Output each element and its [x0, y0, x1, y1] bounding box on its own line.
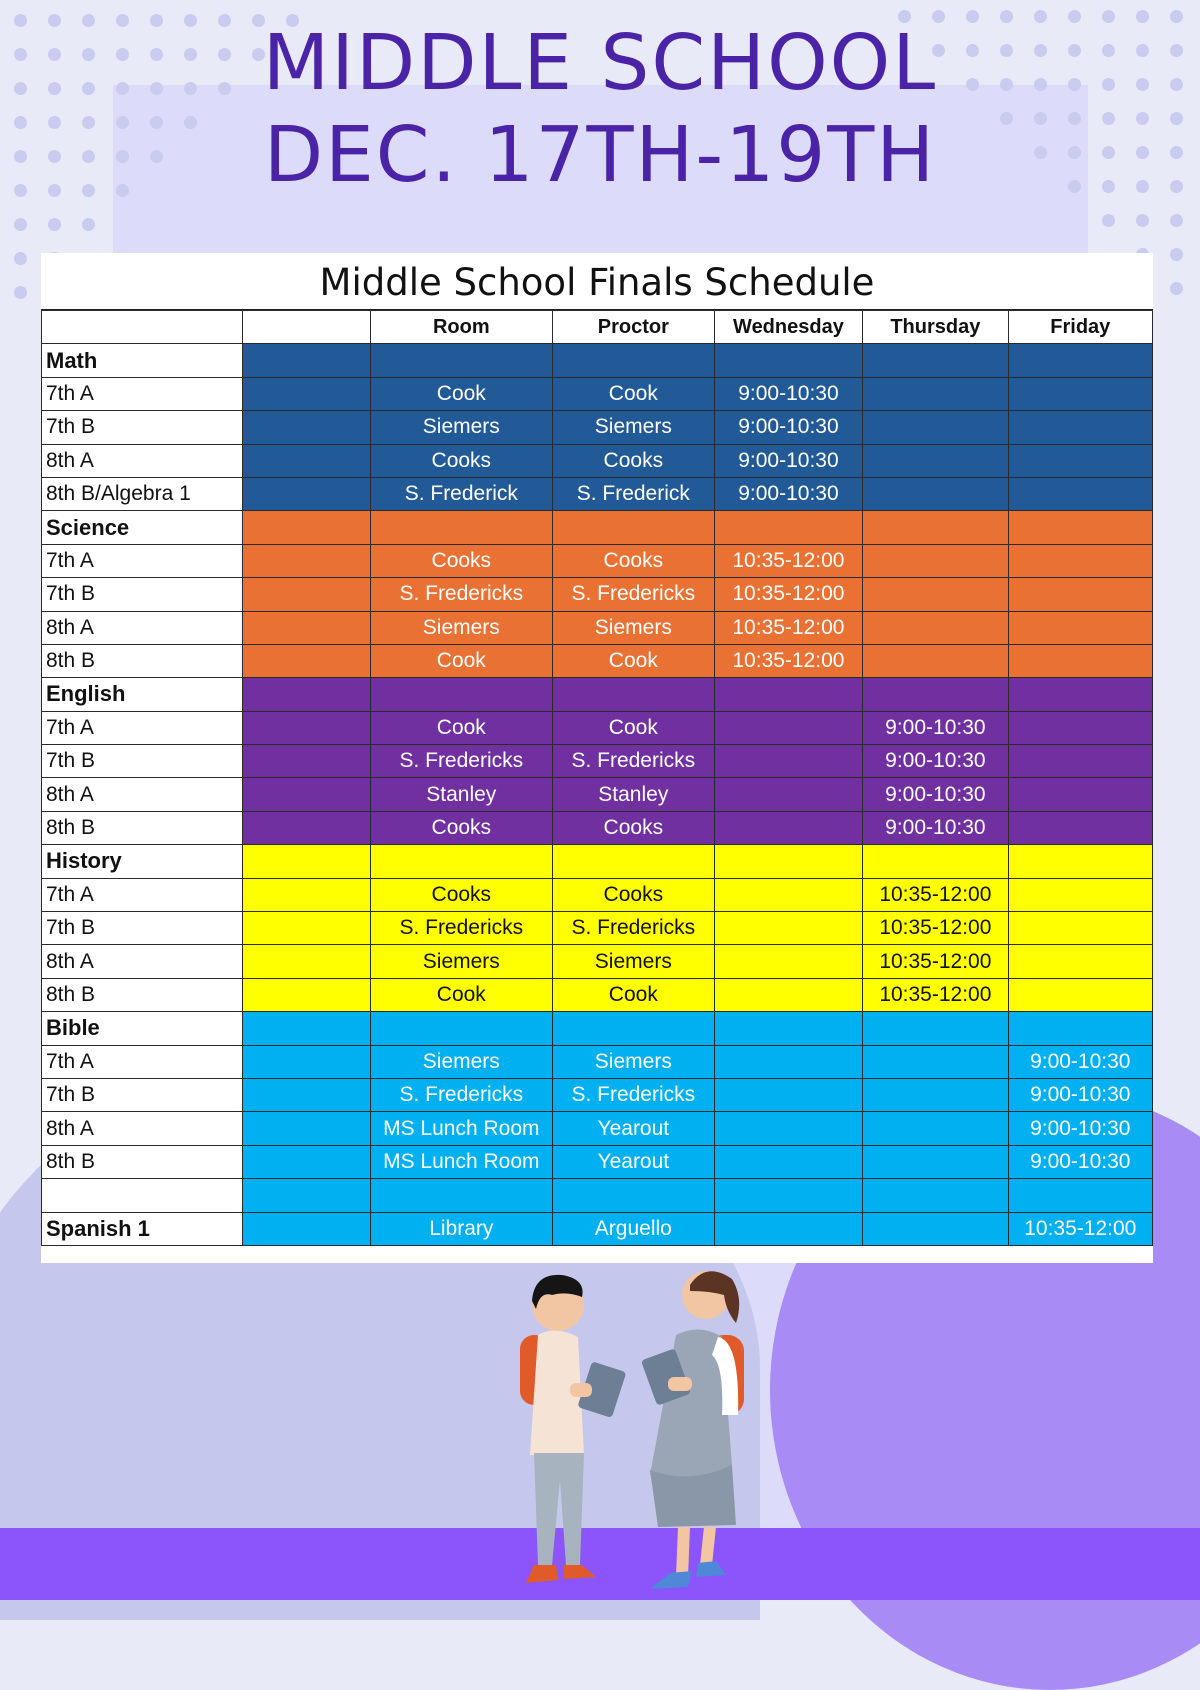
- header-class: [42, 311, 243, 344]
- subject-header-row: [42, 344, 1153, 377]
- room-cell: Cooks: [370, 811, 552, 844]
- decorative-dot: [48, 218, 61, 231]
- proctor-cell: Cook: [552, 644, 714, 677]
- wednesday-time-cell: 10:35-12:00: [714, 611, 862, 644]
- proctor-cell: Stanley: [552, 778, 714, 811]
- flyer-headline: [0, 18, 1200, 202]
- subject-band-cell: [242, 344, 370, 377]
- blank-cell: [242, 444, 370, 477]
- friday-time-cell: [1008, 811, 1152, 844]
- proctor-cell: Yearout: [552, 1112, 714, 1145]
- wednesday-time-cell: [714, 711, 862, 744]
- class-label: 8th A: [42, 778, 243, 811]
- room-cell: Siemers: [370, 945, 552, 978]
- proctor-cell: S. Fredericks: [552, 745, 714, 778]
- friday-time-cell: [1008, 1179, 1152, 1212]
- proctor-cell: Arguello: [552, 1212, 714, 1245]
- friday-time-cell: [1008, 878, 1152, 911]
- class-label: 7th A: [42, 1045, 243, 1078]
- thursday-time-cell: 10:35-12:00: [863, 912, 1008, 945]
- thursday-time-cell: [863, 477, 1008, 510]
- blank-cell: [242, 644, 370, 677]
- table-header-row: [42, 311, 1153, 344]
- schedule-sheet: [41, 253, 1153, 1263]
- wednesday-time-cell: [714, 912, 862, 945]
- friday-time-cell: [1008, 377, 1152, 410]
- proctor-cell: Siemers: [552, 411, 714, 444]
- table-row: [42, 945, 1153, 978]
- thursday-time-cell: [863, 1112, 1008, 1145]
- finals-schedule-table: [41, 310, 1153, 1246]
- table-row: [42, 1212, 1153, 1245]
- friday-time-cell: 10:35-12:00: [1008, 1212, 1152, 1245]
- thursday-time-cell: [863, 1179, 1008, 1212]
- wednesday-time-cell: [714, 1179, 862, 1212]
- room-cell: Siemers: [370, 411, 552, 444]
- wednesday-time-cell: [714, 978, 862, 1011]
- subject-band-cell: [552, 1012, 714, 1045]
- subject-band-cell: [242, 1012, 370, 1045]
- proctor-cell: Cook: [552, 978, 714, 1011]
- thursday-time-cell: [863, 1212, 1008, 1245]
- subject-name: Science: [42, 511, 243, 544]
- blank-cell: [242, 544, 370, 577]
- class-label: 7th B: [42, 912, 243, 945]
- thursday-time-cell: 9:00-10:30: [863, 711, 1008, 744]
- subject-band-cell: [552, 678, 714, 711]
- room-cell: Cooks: [370, 544, 552, 577]
- blank-cell: [242, 411, 370, 444]
- blank-cell: [242, 477, 370, 510]
- table-row: [42, 1045, 1153, 1078]
- friday-time-cell: 9:00-10:30: [1008, 1112, 1152, 1145]
- class-label: 7th B: [42, 578, 243, 611]
- proctor-cell: S. Fredericks: [552, 912, 714, 945]
- class-label: 8th B: [42, 978, 243, 1011]
- room-cell: Cook: [370, 978, 552, 1011]
- table-row: [42, 544, 1153, 577]
- thursday-time-cell: [863, 1078, 1008, 1111]
- table-row: [42, 411, 1153, 444]
- friday-time-cell: [1008, 778, 1152, 811]
- friday-time-cell: [1008, 444, 1152, 477]
- wednesday-time-cell: 9:00-10:30: [714, 411, 862, 444]
- wednesday-time-cell: [714, 878, 862, 911]
- blank-cell: [242, 745, 370, 778]
- wednesday-time-cell: 9:00-10:30: [714, 377, 862, 410]
- wednesday-time-cell: 9:00-10:30: [714, 477, 862, 510]
- subject-band-cell: [1008, 1012, 1152, 1045]
- subject-band-cell: [552, 845, 714, 878]
- subject-band-cell: [714, 678, 862, 711]
- subject-name: English: [42, 678, 243, 711]
- subject-band-cell: [1008, 678, 1152, 711]
- class-label: 8th B/Algebra 1: [42, 477, 243, 510]
- decorative-dot: [1170, 214, 1183, 227]
- table-row: [42, 878, 1153, 911]
- blank-cell: [242, 377, 370, 410]
- blank-cell: [242, 978, 370, 1011]
- class-label: 8th A: [42, 611, 243, 644]
- table-row: [42, 1112, 1153, 1145]
- proctor-cell: Cooks: [552, 878, 714, 911]
- room-cell: Cooks: [370, 878, 552, 911]
- subject-band-cell: [863, 344, 1008, 377]
- friday-time-cell: [1008, 978, 1152, 1011]
- friday-time-cell: [1008, 711, 1152, 744]
- subject-header-row: [42, 845, 1153, 878]
- friday-time-cell: [1008, 578, 1152, 611]
- friday-time-cell: [1008, 945, 1152, 978]
- table-row: [42, 477, 1153, 510]
- room-cell: S. Fredericks: [370, 1078, 552, 1111]
- blank-cell: [242, 878, 370, 911]
- decorative-dot: [1170, 248, 1183, 261]
- wednesday-time-cell: [714, 945, 862, 978]
- subject-band-cell: [370, 678, 552, 711]
- blank-cell: [242, 611, 370, 644]
- blank-cell: [242, 811, 370, 844]
- subject-band-cell: [714, 344, 862, 377]
- friday-time-cell: [1008, 745, 1152, 778]
- header-room: Room: [370, 311, 552, 344]
- subject-band-cell: [863, 845, 1008, 878]
- proctor-cell: [552, 1179, 714, 1212]
- wednesday-time-cell: [714, 1212, 862, 1245]
- schedule-body: [42, 344, 1153, 1246]
- proctor-cell: Cook: [552, 377, 714, 410]
- room-cell: Cook: [370, 711, 552, 744]
- proctor-cell: Cooks: [552, 444, 714, 477]
- thursday-time-cell: [863, 377, 1008, 410]
- proctor-cell: S. Fredericks: [552, 578, 714, 611]
- thursday-time-cell: 9:00-10:30: [863, 811, 1008, 844]
- subject-band-cell: [1008, 845, 1152, 878]
- table-row: [42, 1179, 1153, 1212]
- table-row: [42, 978, 1153, 1011]
- thursday-time-cell: [863, 444, 1008, 477]
- class-label: Spanish 1: [42, 1212, 243, 1245]
- decorative-dot: [1136, 214, 1149, 227]
- subject-name: History: [42, 845, 243, 878]
- thursday-time-cell: 10:35-12:00: [863, 978, 1008, 1011]
- blank-cell: [242, 1179, 370, 1212]
- blank-cell: [242, 945, 370, 978]
- class-label: 8th A: [42, 444, 243, 477]
- table-row: [42, 578, 1153, 611]
- class-label: 8th B: [42, 1145, 243, 1178]
- subject-name: Math: [42, 344, 243, 377]
- header-proctor: Proctor: [552, 311, 714, 344]
- thursday-time-cell: [863, 544, 1008, 577]
- thursday-time-cell: [863, 1045, 1008, 1078]
- table-row: [42, 1145, 1153, 1178]
- blank-cell: [242, 711, 370, 744]
- class-label: 7th B: [42, 745, 243, 778]
- class-label: [42, 1179, 243, 1212]
- subject-header-row: [42, 678, 1153, 711]
- wednesday-time-cell: [714, 1045, 862, 1078]
- thursday-time-cell: 10:35-12:00: [863, 878, 1008, 911]
- proctor-cell: S. Fredericks: [552, 1078, 714, 1111]
- wednesday-time-cell: [714, 1112, 862, 1145]
- header-wednesday: Wednesday: [714, 311, 862, 344]
- room-cell: Cooks: [370, 444, 552, 477]
- wednesday-time-cell: [714, 1078, 862, 1111]
- subject-band-cell: [714, 845, 862, 878]
- table-row: [42, 778, 1153, 811]
- friday-time-cell: [1008, 544, 1152, 577]
- room-cell: Cook: [370, 377, 552, 410]
- subject-name: Bible: [42, 1012, 243, 1045]
- room-cell: Stanley: [370, 778, 552, 811]
- decorative-dot: [14, 286, 27, 299]
- headline-line-1: MIDDLE SCHOOL: [262, 19, 938, 108]
- room-cell: S. Frederick: [370, 477, 552, 510]
- subject-band-cell: [714, 1012, 862, 1045]
- headline-line-2: DEC. 17TH-19TH: [263, 111, 937, 200]
- boy-student-figure: [520, 1275, 626, 1583]
- proctor-cell: Cooks: [552, 811, 714, 844]
- thursday-time-cell: [863, 411, 1008, 444]
- room-cell: [370, 1179, 552, 1212]
- proctor-cell: Siemers: [552, 1045, 714, 1078]
- thursday-time-cell: [863, 1145, 1008, 1178]
- subject-band-cell: [552, 344, 714, 377]
- class-label: 7th A: [42, 544, 243, 577]
- girl-student-figure: [641, 1271, 744, 1589]
- thursday-time-cell: [863, 578, 1008, 611]
- room-cell: Siemers: [370, 611, 552, 644]
- wednesday-time-cell: 10:35-12:00: [714, 578, 862, 611]
- room-cell: S. Fredericks: [370, 912, 552, 945]
- class-label: 7th A: [42, 711, 243, 744]
- proctor-cell: S. Frederick: [552, 477, 714, 510]
- thursday-time-cell: [863, 644, 1008, 677]
- wednesday-time-cell: [714, 778, 862, 811]
- wednesday-time-cell: 10:35-12:00: [714, 644, 862, 677]
- room-cell: MS Lunch Room: [370, 1145, 552, 1178]
- class-label: 8th B: [42, 644, 243, 677]
- blank-cell: [242, 1078, 370, 1111]
- friday-time-cell: [1008, 611, 1152, 644]
- table-row: [42, 611, 1153, 644]
- room-cell: MS Lunch Room: [370, 1112, 552, 1145]
- proctor-cell: Cooks: [552, 544, 714, 577]
- wednesday-time-cell: [714, 1145, 862, 1178]
- blank-cell: [242, 1145, 370, 1178]
- class-label: 7th A: [42, 878, 243, 911]
- room-cell: Library: [370, 1212, 552, 1245]
- proctor-cell: Siemers: [552, 945, 714, 978]
- subject-band-cell: [370, 845, 552, 878]
- subject-header-row: [42, 1012, 1153, 1045]
- decorative-dot: [1102, 214, 1115, 227]
- class-label: 7th B: [42, 411, 243, 444]
- decorative-dot: [82, 218, 95, 231]
- friday-time-cell: 9:00-10:30: [1008, 1078, 1152, 1111]
- blank-cell: [242, 1112, 370, 1145]
- schedule-title: Middle School Finals Schedule: [41, 253, 1153, 310]
- wednesday-time-cell: 10:35-12:00: [714, 544, 862, 577]
- class-label: 8th B: [42, 811, 243, 844]
- subject-band-cell: [370, 1012, 552, 1045]
- subject-band-cell: [552, 511, 714, 544]
- table-row: [42, 711, 1153, 744]
- subject-header-row: [42, 511, 1153, 544]
- room-cell: Cook: [370, 644, 552, 677]
- subject-band-cell: [863, 1012, 1008, 1045]
- header-thursday: Thursday: [863, 311, 1008, 344]
- friday-time-cell: 9:00-10:30: [1008, 1145, 1152, 1178]
- blank-cell: [242, 912, 370, 945]
- thursday-time-cell: 10:35-12:00: [863, 945, 1008, 978]
- proctor-cell: Siemers: [552, 611, 714, 644]
- thursday-time-cell: 9:00-10:30: [863, 745, 1008, 778]
- blank-cell: [242, 778, 370, 811]
- wednesday-time-cell: [714, 745, 862, 778]
- thursday-time-cell: [863, 611, 1008, 644]
- room-cell: S. Fredericks: [370, 745, 552, 778]
- subject-band-cell: [242, 845, 370, 878]
- proctor-cell: Cook: [552, 711, 714, 744]
- subject-band-cell: [863, 678, 1008, 711]
- decorative-dot: [1170, 282, 1183, 295]
- room-cell: Siemers: [370, 1045, 552, 1078]
- two-students-with-tablets-illustration: [500, 1265, 790, 1600]
- table-row: [42, 811, 1153, 844]
- subject-band-cell: [1008, 511, 1152, 544]
- subject-band-cell: [863, 511, 1008, 544]
- subject-band-cell: [714, 511, 862, 544]
- table-row: [42, 745, 1153, 778]
- subject-band-cell: [1008, 344, 1152, 377]
- header-friday: Friday: [1008, 311, 1152, 344]
- blank-cell: [242, 1212, 370, 1245]
- subject-band-cell: [370, 511, 552, 544]
- blank-cell: [242, 1045, 370, 1078]
- decorative-dot: [14, 252, 27, 265]
- class-label: 7th A: [42, 377, 243, 410]
- subject-band-cell: [370, 344, 552, 377]
- blank-cell: [242, 578, 370, 611]
- class-label: 8th A: [42, 1112, 243, 1145]
- header-blank: [242, 311, 370, 344]
- class-label: 7th B: [42, 1078, 243, 1111]
- table-row: [42, 644, 1153, 677]
- room-cell: S. Fredericks: [370, 578, 552, 611]
- subject-band-cell: [242, 678, 370, 711]
- class-label: 8th A: [42, 945, 243, 978]
- friday-time-cell: [1008, 912, 1152, 945]
- friday-time-cell: [1008, 411, 1152, 444]
- table-row: [42, 444, 1153, 477]
- wednesday-time-cell: 9:00-10:30: [714, 444, 862, 477]
- table-row: [42, 1078, 1153, 1111]
- table-row: [42, 377, 1153, 410]
- friday-time-cell: 9:00-10:30: [1008, 1045, 1152, 1078]
- table-row: [42, 912, 1153, 945]
- wednesday-time-cell: [714, 811, 862, 844]
- friday-time-cell: [1008, 644, 1152, 677]
- proctor-cell: Yearout: [552, 1145, 714, 1178]
- thursday-time-cell: 9:00-10:30: [863, 778, 1008, 811]
- friday-time-cell: [1008, 477, 1152, 510]
- subject-band-cell: [242, 511, 370, 544]
- decorative-dot: [14, 218, 27, 231]
